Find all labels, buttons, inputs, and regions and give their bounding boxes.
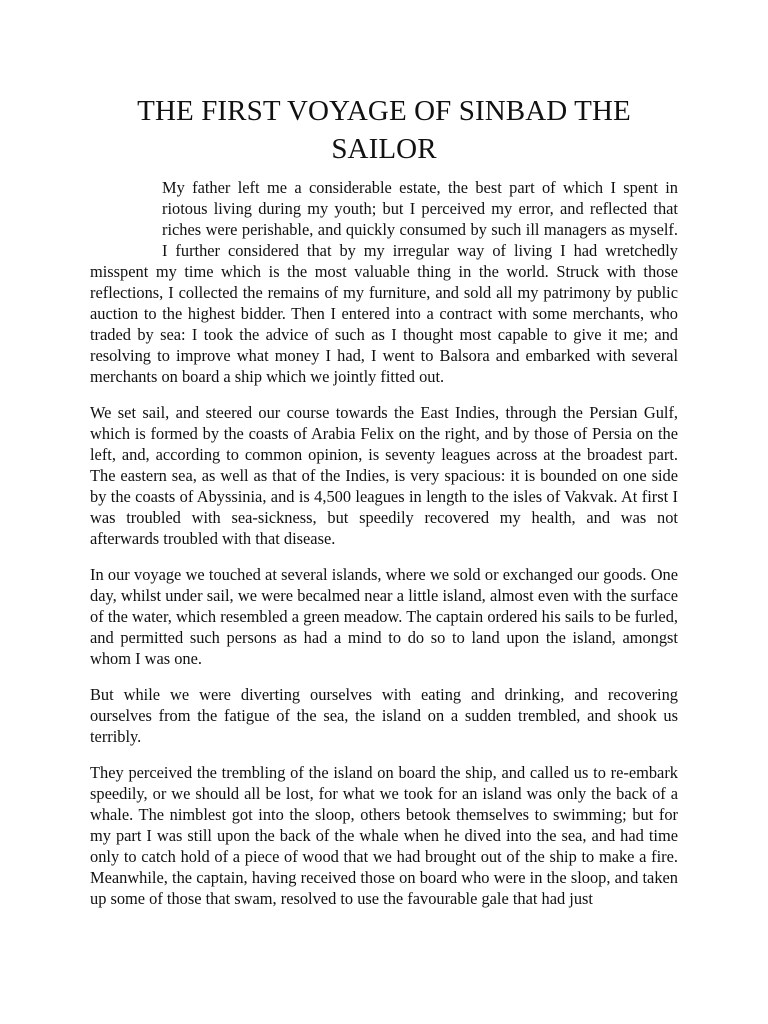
paragraph-5: They perceived the trembling of the island on board the ship, and called us to re-embark speedily, or we should all be lost, for what we took for an island was only the back of a whale. The nimblest got into the sloop, others betook themselves to swimming; but for my part I was still upon the back of the whale when he dived into the sea, and had time only to catch hold of a piece of wood that we had brought out of the ship to make a fire. Meanwhile, the captain, having received those on board who were in the sloop, and taken up some of those that swam, resolved to use the favourable gale that had just (90, 763, 678, 908)
paragraph-3: In our voyage we touched at several islands, where we sold or exchanged our goods. One day, whilst under sail, we were becalmed near a little island, almost even with the surface of the water, which resembled a green meadow. The captain ordered his sails to be furled, and permitted such persons as had a mind to do so to land upon the island, amongst whom I was one. (90, 565, 678, 668)
document-title: THE FIRST VOYAGE OF SINBAD THE SAILOR (137, 95, 631, 165)
paragraph-1: My father left me a considerable estate, the best part of which I spent in riotous living during my youth; but I perceived my error, and reflected that riches were perishable, and quickly consumed by such ill managers as myself. I further considered that by my irregular way of living I had wretchedly misspent my time which is the most valuable thing in the world. Struck with those reflections, I collected the remains of my furniture, and sold all my patrimony by public auction to the highest bidder. Then I entered into a contract with some merchants, who traded by sea: I took the advice of such as I thought most capable to give it me; and resolving to improve what money I had, I went to Balsora and embarked with several merchants on board a ship which we jointly fitted out. (90, 178, 678, 386)
paragraph-4: But while we were diverting ourselves with eating and drinking, and recovering ourselves from the fatigue of the sea, the island on a sudden trembled, and shook us terribly. (90, 685, 678, 746)
paragraph-2: We set sail, and steered our course towards the East Indies, through the Persian Gulf, which is formed by the coasts of Arabia Felix on the right, and by those of Persia on the left, and, according to common opinion, is seventy leagues across at the broadest part. The eastern sea, as well as that of the Indies, is very spacious: it is bounded on one side by the coasts of Abyssinia, and is 4,500 leagues in length to the isles of Vakvak. At first I was troubled with sea-sickness, but speedily recovered my health, and was not afterwards troubled with that disease. (90, 403, 678, 548)
document-body (90, 177, 678, 909)
